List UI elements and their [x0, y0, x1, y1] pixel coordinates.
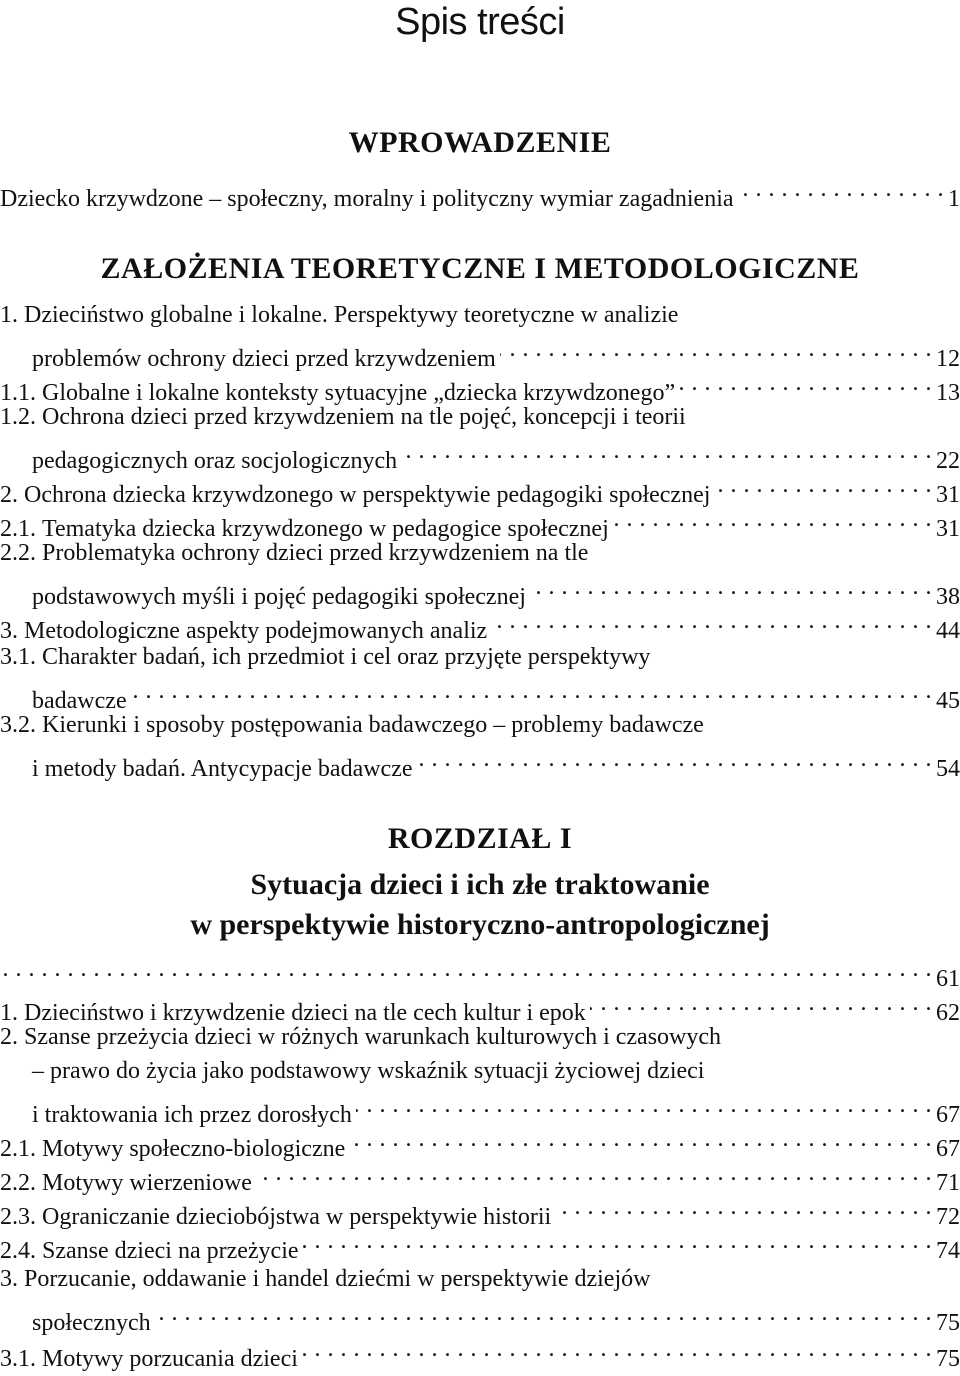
toc-entry-text: Problematyka ochrony dzieci przed krzywdzeniem na tle [42, 540, 589, 566]
toc-number: 1. [0, 302, 18, 328]
toc-line [0, 1020, 960, 1054]
toc-number: 2.2. [0, 540, 36, 566]
dot-leader [738, 172, 944, 206]
dot-leader [356, 1088, 932, 1122]
toc-page-number: 44 [936, 618, 960, 644]
toc-page-number: 13 [936, 380, 960, 406]
dot-leader [679, 366, 932, 400]
toc-entry-text: społecznych [32, 1310, 151, 1336]
toc-entry-text: Ograniczanie dzieciobójstwa w perspektywie historii [42, 1204, 552, 1230]
toc-page-number: 62 [936, 1000, 960, 1026]
toc-entry-text: Dzieciństwo i krzywdzenie dzieci na tle cech kultur i epok [24, 1000, 586, 1026]
toc-entry-text: Motywy wierzeniowe [42, 1170, 252, 1196]
toc-entry-text: podstawowych myśli i pojęć pedagogiki społecznej [32, 584, 526, 610]
toc-page-number: 75 [936, 1310, 960, 1336]
toc-page-number: 72 [936, 1204, 960, 1230]
dot-leader [530, 570, 932, 604]
toc-number: 2.1. [0, 516, 36, 542]
toc-number: 1.1. [0, 380, 36, 406]
toc-page-number: 38 [936, 584, 960, 610]
toc-entry-text: Globalne i lokalne konteksty sytuacyjne „dziecka krzywdzonego” [42, 380, 676, 406]
toc-entry-text: Motywy społeczno-biologiczne [42, 1136, 346, 1162]
dot-leader [349, 1122, 932, 1156]
toc-line [0, 468, 960, 508]
toc-line [0, 400, 960, 434]
toc-number: 1.2. [0, 404, 36, 430]
toc-number: 3. [0, 618, 18, 644]
dot-leader [256, 1156, 932, 1190]
dot-leader [491, 604, 932, 638]
toc-number: 3.2. [0, 712, 36, 738]
toc-line [0, 1156, 960, 1196]
toc-number: 2.1. [0, 1136, 36, 1162]
dot-leader [500, 332, 932, 366]
toc-line [0, 1054, 960, 1088]
toc-line [0, 1088, 960, 1128]
toc-line [0, 952, 960, 992]
toc-line [0, 1190, 960, 1230]
toc-entry-text: Porzucanie, oddawanie i handel dziećmi w perspektywie dziejów [24, 1266, 651, 1292]
toc-number: 3. [0, 1266, 18, 1292]
toc-line [0, 332, 960, 372]
dot-leader [155, 1296, 932, 1330]
chapter-subtitle-line2: w perspektywie historyczno-antropologicznej [190, 908, 770, 941]
toc-line [0, 604, 960, 644]
toc-number: 2.4. [0, 1238, 36, 1264]
toc-entry-text: Ochrona dzieci przed krzywdzeniem na tle pojęć, koncepcji i teorii [42, 404, 686, 430]
toc-page-number: 31 [936, 482, 960, 508]
dot-leader [302, 1332, 932, 1366]
dot-leader [590, 986, 932, 1020]
toc-entry-text: Dzieciństwo globalne i lokalne. Perspektywy teoretyczne w analizie [24, 302, 679, 328]
toc-line [0, 570, 960, 610]
toc-page-number: 75 [936, 1346, 960, 1372]
toc-number: 2.2. [0, 1170, 36, 1196]
toc-page-number: 54 [936, 756, 960, 782]
toc-line [0, 366, 960, 406]
chapter-subtitle-line1: Sytuacja dzieci i ich złe traktowanie [250, 868, 710, 901]
toc-line [0, 1224, 960, 1264]
toc-page-number: 22 [936, 448, 960, 474]
toc-entry-text: pedagogicznych oraz socjologicznych [32, 448, 398, 474]
toc-line [0, 536, 960, 570]
toc-line [0, 742, 960, 782]
dot-leader [401, 434, 932, 468]
toc-line [0, 640, 960, 674]
toc-line [0, 674, 960, 714]
toc-page-number: 67 [936, 1136, 960, 1162]
toc-line [0, 986, 960, 1026]
dot-leader [714, 468, 932, 502]
toc-line [0, 1296, 960, 1336]
toc-line [0, 502, 960, 542]
toc-page-number: 31 [936, 516, 960, 542]
toc-entry-text: badawcze [32, 688, 127, 714]
toc-line [0, 434, 960, 474]
toc-entry-text: Motywy porzucania dzieci [42, 1346, 298, 1372]
dot-leader [131, 674, 932, 708]
theory-heading: ZAŁOŻENIA TEORETYCZNE I METODOLOGICZNE [100, 252, 860, 285]
toc-line [0, 172, 960, 212]
intro-heading: WPROWADZENIE [348, 126, 612, 159]
toc-line [0, 1262, 960, 1296]
toc-entry-text: i traktowania ich przez dorosłych [32, 1102, 352, 1128]
toc-number: 2. [0, 482, 18, 508]
toc-page-number: 74 [936, 1238, 960, 1264]
toc-entry-text: Szanse przeżycia dzieci w różnych warunkach kulturowych i czasowych [24, 1024, 722, 1050]
toc-number: 3.1. [0, 1346, 36, 1372]
toc-entry-text: Tematyka dziecka krzywdzonego w pedagogice społecznej [42, 516, 609, 542]
toc-page-number: 61 [936, 966, 960, 992]
toc-number: 2. [0, 1024, 18, 1050]
toc-line [0, 1122, 960, 1162]
toc-page-number: 45 [936, 688, 960, 714]
toc-entry-text: Kierunki i sposoby postępowania badawczego – problemy badawcze [42, 712, 704, 738]
toc-number: 1. [0, 1000, 18, 1026]
dot-leader [555, 1190, 932, 1224]
toc-entry-text: problemów ochrony dzieci przed krzywdzeniem [32, 346, 496, 372]
page-title: Spis treści [395, 1, 565, 43]
toc-entry-text: i metody badań. Antycypacje badawcze [32, 756, 413, 782]
dot-leader [417, 742, 932, 776]
dot-leader [303, 1224, 932, 1258]
toc-page-number: 1 [948, 186, 960, 212]
toc-page-number: 71 [936, 1170, 960, 1196]
toc-line [0, 1332, 960, 1372]
toc-line [0, 708, 960, 742]
toc-line [0, 298, 960, 332]
toc-page-number: 67 [936, 1102, 960, 1128]
chapter-heading: ROZDZIAŁ I [387, 822, 573, 855]
toc-entry-text: Ochrona dziecka krzywdzonego w perspektywie pedagogiki społecznej [24, 482, 711, 508]
toc-number: 2.3. [0, 1204, 36, 1230]
toc-entry-text: Metodologiczne aspekty podejmowanych analiz [24, 618, 488, 644]
toc-entry-text: Szanse dzieci na przeżycie [42, 1238, 299, 1264]
dot-leader [4, 952, 932, 986]
toc-number: 3.1. [0, 644, 36, 670]
toc-entry-text: Charakter badań, ich przedmiot i cel oraz przyjęte perspektywy [42, 644, 651, 670]
toc-entry-text: Dziecko krzywdzone – społeczny, moralny i polityczny wymiar zagadnienia [0, 186, 734, 212]
dot-leader [613, 502, 932, 536]
toc-entry-text: – prawo do życia jako podstawowy wskaźnik sytuacji życiowej dzieci [32, 1058, 705, 1084]
toc-page-number: 12 [936, 346, 960, 372]
